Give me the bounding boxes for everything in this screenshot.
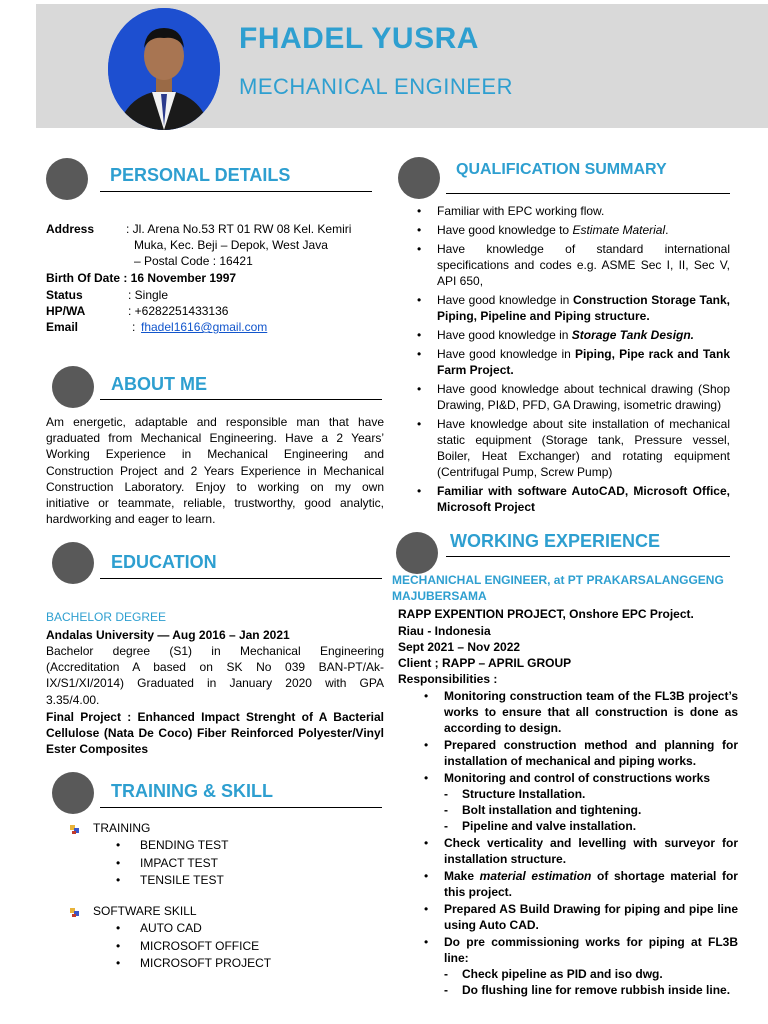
education-heading: EDUCATION [111, 552, 217, 572]
responsibility-text: Prepared construction method and planning for installation of mechanical and piping works. [444, 738, 738, 768]
bullet-icon: • [417, 347, 422, 361]
bullet-icon: • [417, 242, 422, 256]
bullet-icon: • [417, 293, 422, 307]
person-title: MECHANICAL ENGINEER [239, 74, 513, 99]
responsibility-text: of shortage material for this project. [444, 869, 738, 899]
bullet-icon: • [424, 771, 429, 785]
birth-date [46, 270, 236, 286]
responsibility-subitem [444, 802, 738, 818]
bullet-icon: • [116, 838, 121, 852]
person-name: FHADEL YUSRA [239, 22, 479, 55]
section-dot [46, 158, 88, 200]
email-separator: : [132, 320, 136, 334]
bullet-icon: • [424, 738, 429, 752]
bullet-icon: • [116, 873, 121, 887]
qualification-heading: QUALIFICATION SUMMARY [456, 161, 667, 178]
responsibility-text: Monitoring and control of constructions works [444, 771, 710, 785]
period: Sept 2021 – Nov 2022 [398, 640, 521, 654]
skill-item: BENDING TEST [140, 838, 229, 852]
responsibility-text: Prepared AS Build Drawing for piping and pipe line using Auto CAD. [444, 902, 738, 932]
responsibility-text: Do pre commissioning works for piping at FL3B line: [444, 935, 738, 965]
about-line: graduated from Mechanical Engineering. Have a 2 Years’ [46, 431, 384, 446]
degree-label: BACHELOR DEGREE [46, 610, 167, 624]
qualification-text: Have good knowledge in [437, 293, 573, 307]
bullet-icon: • [417, 204, 422, 218]
responsibility-subitem-text: Bolt installation and tightening. [462, 803, 642, 817]
section-dot [396, 532, 438, 574]
qualification-item [413, 292, 730, 324]
bullet-icon: • [116, 921, 121, 935]
qualification-item [413, 483, 730, 515]
final-project-line: Final Project : Enhanced Impact Strenght of A Bacterial [46, 710, 384, 724]
degree-line: Bachelor degree (S1) in Mechanical Engineering [46, 644, 384, 658]
software-group-label: SOFTWARE SKILL [93, 904, 197, 918]
address-label: Address [46, 222, 95, 236]
about-line: Construction Laboratory. Enjoy to working on my own [46, 479, 384, 494]
dash-icon: - [444, 803, 448, 817]
about-line: Am energetic, adaptable and responsible man that have [46, 415, 384, 429]
qualification-item [413, 346, 730, 378]
bullet-arrow-icon [70, 907, 80, 917]
section-dot [52, 366, 94, 408]
bullet-icon: • [424, 689, 429, 703]
profile-photo [108, 8, 220, 130]
responsibility-item [420, 901, 738, 933]
address-line-2: Muka, Kec. Beji – Depok, West Java [134, 238, 328, 252]
skill-item: MICROSOFT OFFICE [140, 938, 260, 953]
bullet-icon: • [417, 484, 422, 498]
responsibility-text: material estimation [479, 869, 592, 883]
email-label: Email [46, 320, 79, 334]
qualification-list [413, 203, 730, 518]
status-label: Status [46, 288, 83, 302]
responsibilities-label: Responsibilities : [398, 672, 498, 686]
person-icon [108, 8, 220, 130]
qualification-text: Familiar with software AutoCAD, Microsoft Office, Microsoft Project [437, 484, 730, 514]
location: Riau - Indonesia [398, 624, 491, 638]
client: Client ; RAPP – APRIL GROUP [398, 656, 572, 670]
section-divider [446, 556, 730, 557]
responsibility-text: Check verticality and levelling with surveyor for installation structure. [444, 836, 738, 866]
bullet-icon: • [116, 956, 121, 970]
about-line: Construction Project and 2 Years Experience in Mechanical [46, 463, 384, 478]
skill-item: MICROSOFT PROJECT [140, 956, 272, 970]
bullet-icon: • [424, 869, 429, 883]
qualification-text: Have good knowledge about technical drawing (Shop Drawing, PI&D, PFD, GA Drawing, isometric drawing) [437, 382, 730, 412]
dash-icon: - [444, 787, 448, 801]
project-name: RAPP EXPENTION PROJECT, Onshore EPC Project. [398, 607, 694, 621]
responsibility-text: Monitoring construction team of the FL3B project’s works to ensure that all construction is done as according to design. [444, 689, 738, 735]
degree-line: 3.35/4.00. [46, 692, 100, 707]
bullet-icon: • [417, 417, 422, 431]
qualification-text: . [665, 223, 669, 237]
bullet-arrow-icon [70, 824, 80, 834]
about-heading: ABOUT ME [111, 374, 207, 394]
section-divider [100, 807, 382, 808]
section-divider [100, 578, 382, 579]
about-line: Working Experience in Mechanical Engineering and [46, 447, 384, 462]
email-link[interactable]: fhadel1616@gmail.com [141, 320, 268, 334]
qualification-text: Estimate Material [572, 223, 666, 237]
bullet-icon: • [424, 836, 429, 850]
school: Andalas University — Aug 2016 – Jan 2021 [46, 628, 290, 642]
responsibility-subitem [444, 966, 738, 982]
phone-value: : +6282251433136 [128, 304, 229, 318]
personal-details-heading: PERSONAL DETAILS [110, 165, 291, 185]
section-dot [52, 542, 94, 584]
bullet-icon: • [417, 382, 422, 396]
training-heading: TRAINING & SKILL [111, 781, 273, 801]
final-project-line: Cellulose (Nata De Coco) Fiber Reinforced Polyester/Vinyl [46, 726, 384, 741]
qualification-item [413, 241, 730, 289]
qualification-text: Storage Tank Design. [571, 328, 695, 342]
experience-heading: WORKING EXPERIENCE [450, 531, 661, 551]
phone-label: HP/WA [46, 304, 86, 318]
qualification-text: Have knowledge of standard international specifications and codes e.g. ASME Sec I, II, Sec V, API 650, [437, 242, 730, 288]
skill-item: IMPACT TEST [140, 855, 219, 870]
responsibility-item [420, 770, 738, 834]
responsibilities-list [420, 688, 738, 999]
qualification-text: Piping, Pipe rack and Tank Farm Project. [437, 347, 730, 377]
about-line: hardworking and eager to learn. [46, 512, 216, 527]
bullet-icon: • [424, 902, 429, 916]
responsibility-subitem [444, 982, 738, 998]
address-line-3: – Postal Code : 16421 [134, 254, 253, 268]
responsibility-subitem [444, 786, 738, 802]
about-line: initiative or teammate, reliable, trustworthy, good analytic, [46, 496, 384, 510]
position-line-2: MAJUBERSAMA [392, 589, 487, 603]
section-divider [446, 193, 730, 194]
dash-icon: - [444, 967, 448, 981]
qualification-text: Familiar with EPC working flow. [437, 204, 605, 218]
qualification-item [413, 381, 730, 413]
final-project-line: Ester Composites [46, 742, 149, 757]
dash-icon: - [444, 983, 448, 997]
training-group-label: TRAINING [93, 821, 151, 835]
qualification-item [413, 327, 730, 343]
responsibility-text: Make [444, 869, 480, 883]
degree-line: (Accreditation A based on SK No 039 BAN-PT/Ak- [46, 660, 384, 675]
position-line-1: MECHANICHAL ENGINEER, at PT PRAKARSALANGGENG [392, 573, 724, 587]
responsibility-item [420, 934, 738, 998]
qualification-text: Have good knowledge to [437, 223, 573, 237]
responsibility-item [420, 835, 738, 867]
responsibility-item [420, 737, 738, 769]
qualification-item [413, 203, 730, 219]
responsibility-subitem-text: Pipeline and valve installation. [462, 819, 637, 833]
qualification-text: Have knowledge about site installation of mechanical static equipment (Storage tank, Pressure vessel, Boiler, Heat Exchanger) and rotating equipment (Centrifugal Pump, Screw Pump) [437, 417, 730, 479]
qualification-text: Have good knowledge in [437, 347, 575, 361]
section-dot [398, 157, 440, 199]
qualification-item [413, 222, 730, 238]
address-line-1: : Jl. Arena No.53 RT 01 RW 08 Kel. Kemiri [126, 222, 352, 236]
skill-item: AUTO CAD [140, 921, 202, 935]
responsibility-subitem-text: Do flushing line for remove rubbish inside line. [462, 983, 731, 997]
bullet-icon: • [116, 938, 121, 953]
qualification-item [413, 416, 730, 480]
section-dot [52, 772, 94, 814]
responsibility-item [420, 868, 738, 900]
qualification-text: Construction Storage Tank, Piping, Pipeline and Piping structure. [437, 293, 730, 323]
section-divider [100, 399, 382, 400]
status-value: : Single [128, 288, 169, 302]
degree-line: IX/S1/XI/2014) Graduated in January 2020 with GPA [46, 676, 384, 691]
responsibility-subitem-text: Check pipeline as PID and iso dwg. [462, 967, 663, 981]
bullet-icon: • [424, 935, 429, 949]
bullet-icon: • [116, 855, 121, 870]
bullet-icon: • [417, 328, 422, 342]
dash-icon: - [444, 819, 448, 833]
responsibility-item [420, 688, 738, 736]
bullet-icon: • [417, 223, 422, 237]
qualification-text: Have good knowledge in [437, 328, 572, 342]
responsibility-subitem [444, 818, 738, 834]
birth-date-text: Birth Of Date : 16 November 1997 [46, 271, 237, 285]
skill-item: TENSILE TEST [140, 873, 224, 887]
responsibility-subitem-text: Structure Installation. [462, 787, 586, 801]
section-divider [100, 191, 372, 192]
